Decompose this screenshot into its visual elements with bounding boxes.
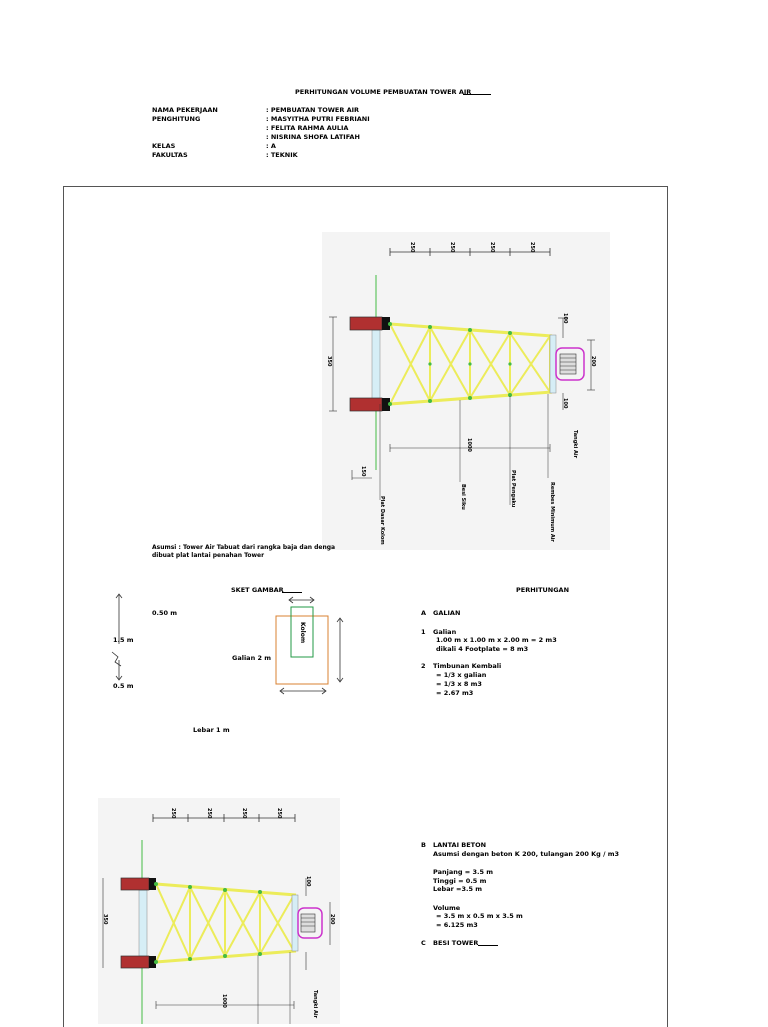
top-dim-left: 350 — [326, 356, 332, 367]
sketch-left-dim-1: 1.5 m — [113, 636, 134, 644]
label-rembes: Rembes Minimum Air — [549, 482, 555, 542]
section-b-letter: B — [421, 841, 426, 849]
bottom-dim-right-big: 200 — [329, 914, 335, 925]
top-dim-right-big: 200 — [590, 356, 596, 367]
bottom-dim-right-small: 100 — [305, 876, 311, 887]
sketch-galian-label: Galian 2 m — [232, 654, 272, 662]
volume-line-2: = 6.125 m3 — [436, 921, 478, 929]
item1-num: 1 — [421, 628, 426, 636]
calc-title: PERHITUNGAN — [516, 586, 570, 594]
bottom-dim-left: 350 — [102, 914, 108, 925]
item2-num: 2 — [421, 662, 426, 670]
header-value-6: : TEKNIK — [266, 151, 298, 159]
item2-line1: = 1/3 x galian — [436, 671, 487, 679]
header-label-5: KELAS — [152, 142, 176, 150]
top-dim-span: 1000 — [466, 438, 472, 452]
section-c-letter: C — [421, 939, 426, 947]
label-tangki-air: Tangki Air — [572, 430, 578, 459]
top-dim-bottom-right: 100 — [562, 398, 568, 409]
section-b-title: LANTAI BETON — [433, 841, 487, 849]
section-a-title: GALIAN — [433, 609, 461, 617]
top-dim-right-small: 100 — [562, 313, 568, 324]
section-b-assume: Asumsi dengan beton K 200, tulangan 200 Kg / m3 — [433, 850, 620, 858]
top-dim-foot: 150 — [360, 466, 366, 477]
header-label-1: NAMA PEKERJAAN — [152, 106, 218, 114]
dim-lebar: Lebar =3.5 m — [433, 885, 483, 893]
header-label-2: PENGHITUNG — [152, 115, 201, 123]
dim-tinggi: Tinggi = 0.5 m — [433, 877, 487, 885]
bottom-dim-span: 1000 — [221, 994, 227, 1008]
item1-line1: 1.00 m x 1.00 m x 2.00 m = 2 m3 — [436, 636, 557, 644]
bottom-dim-1: 250 — [170, 808, 176, 819]
sketch-title: SKET GAMBAR — [231, 586, 284, 594]
bottom-label-tangki-air: Tangki Air — [312, 990, 318, 1019]
item2-title: Timbunan Kembali — [433, 662, 502, 670]
top-dim-1: 250 — [409, 242, 415, 253]
bottom-dim-3: 250 — [241, 808, 247, 819]
top-dim-2: 250 — [449, 242, 455, 253]
bottom-dim-2: 250 — [206, 808, 212, 819]
header-value-1: : PEMBUATAN TOWER AIR — [266, 106, 360, 114]
assumption-line-1: Asumsi : Tower Air Tabuat dari rangka baja dan denga — [152, 544, 336, 551]
label-besi-siku: Besi Siku — [460, 484, 466, 510]
header-value-5: : A — [266, 142, 276, 150]
item2-line3: = 2.67 m3 — [436, 689, 474, 697]
header-value-4: : NISRINA SHOFA LATIFAH — [266, 133, 360, 141]
sketch-top-dim: 0.50 m — [152, 609, 178, 617]
item1-title: Galian — [433, 628, 457, 636]
assumption-line-2: dibuat plat lantai penahan Tower — [152, 552, 265, 559]
header-value-3: : FELITA RAHMA AULIA — [266, 124, 349, 132]
sketch-column-label: Kolom — [299, 622, 306, 644]
section-a-letter: A — [421, 609, 427, 617]
label-plat-dasar: Plat Dasar Kolom — [379, 496, 385, 545]
volume-title: Volume — [433, 904, 461, 912]
sketch-left-dim-2: 0.5 m — [113, 682, 134, 690]
top-dim-4: 250 — [529, 242, 535, 253]
item2-line2: = 1/3 x 8 m3 — [436, 680, 482, 688]
page-title: PERHITUNGAN VOLUME PEMBUATAN TOWER AIR — [295, 88, 472, 96]
header-label-6: FAKULTAS — [152, 151, 188, 159]
sketch-width-label: Lebar 1 m — [193, 726, 230, 734]
volume-line-1: = 3.5 m x 0.5 m x 3.5 m — [436, 912, 523, 920]
dim-panjang: Panjang = 3.5 m — [433, 868, 494, 876]
section-c-title: BESI TOWER — [433, 939, 479, 947]
bottom-dim-4: 250 — [276, 808, 282, 819]
label-plat-pengaku: Plat Pengaku — [510, 470, 516, 508]
header-value-2: : MASYITHA PUTRI FEBRIANI — [266, 115, 370, 123]
item1-line2: dikali 4 Footplate = 8 m3 — [436, 645, 529, 653]
top-dim-3: 250 — [489, 242, 495, 253]
